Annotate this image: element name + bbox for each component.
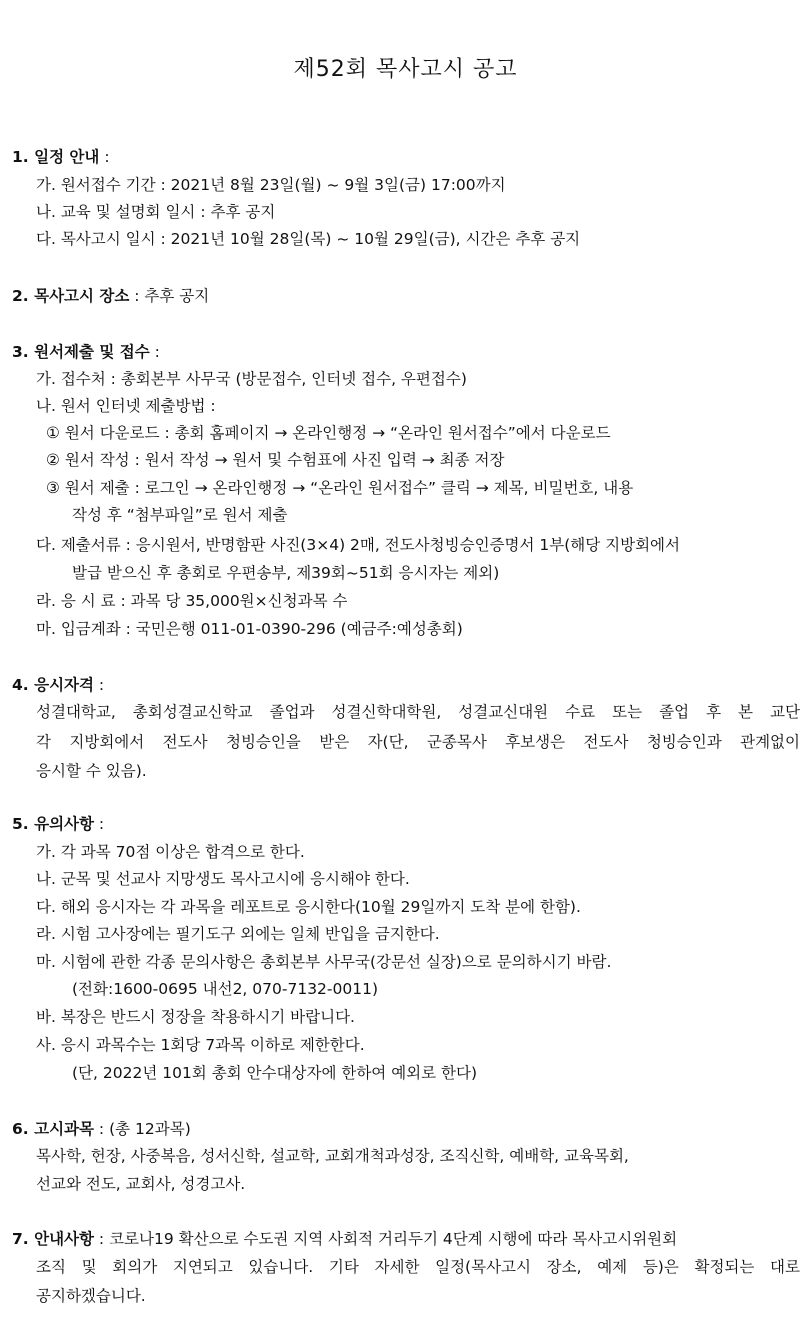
- section-suffix: :: [99, 148, 110, 166]
- section-suffix: :: [94, 815, 105, 833]
- list-item: 마. 시험에 관한 각종 문의사항은 총회본부 사무국(강문선 실장)으로 문의하시기 바람.: [36, 953, 612, 971]
- list-item: 마. 입금계좌 : 국민은행 011-01-0390-296 (예금주:예성총회): [36, 620, 463, 638]
- paragraph-line: 조직 및 회의가 지연되고 있습니다. 기타 자세한 일정(목사고시 장소, 예제 등)은 확정되는 대로: [36, 1258, 800, 1276]
- section-title: 목사고시 장소: [34, 287, 130, 305]
- list-item: 가. 원서접수 기간 : 2021년 8월 23일(월) ~ 9월 3일(금) 17:00까지: [36, 176, 506, 194]
- section-1-heading: [12, 145, 110, 169]
- list-item: ① 원서 다운로드 : 총회 홈페이지 → 온라인행정 → “온라인 원서접수”에서 다운로드: [46, 424, 611, 442]
- list-item: (단, 2022년 101회 총회 안수대상자에 한하여 예외로 한다): [72, 1064, 478, 1082]
- list-item: 다. 제출서류 : 응시원서, 반명함판 사진(3×4) 2매, 전도사청빙승인증명서 1부(해당 지방회에서: [36, 536, 681, 554]
- section-title: 일정 안내: [34, 148, 100, 166]
- section-number: 7.: [12, 1230, 29, 1248]
- paragraph-line: 성결대학교, 총회성결교신학교 졸업과 성결신학대학원, 성결교신대원 수료 또는 졸업 후 본 교단: [36, 703, 800, 721]
- section-number: 4.: [12, 676, 29, 694]
- list-item: 다. 목사고시 일시 : 2021년 10월 28일(목) ~ 10월 29일(금), 시간은 추후 공지: [36, 230, 581, 248]
- list-item: 바. 복장은 반드시 정장을 착용하시기 바랍니다.: [36, 1008, 355, 1026]
- section-suffix: :: [94, 676, 105, 694]
- list-item: 다. 해외 응시자는 각 과목을 레포트로 응시한다(10월 29일까지 도착 분에 한함).: [36, 898, 581, 916]
- list-item: (전화:1600-0695 내선2, 070-7132-0011): [72, 980, 379, 998]
- section-title: 고시과목: [34, 1120, 94, 1138]
- list-item: 발급 받으신 후 총회로 우편송부, 제39회~51회 응시자는 제외): [72, 564, 500, 582]
- list-item: 작성 후 “첨부파일”로 원서 제출: [72, 506, 288, 524]
- list-item: ② 원서 작성 : 원서 작성 → 원서 및 수험표에 사진 입력 → 최종 저장: [46, 451, 505, 469]
- list-item: 나. 원서 인터넷 제출방법 :: [36, 397, 216, 415]
- list-item: 라. 응 시 료 : 과목 당 35,000원×신청과목 수: [36, 592, 348, 610]
- section-number: 3.: [12, 343, 29, 361]
- section-title: 원서제출 및 접수: [34, 343, 150, 361]
- page-title: 제52회 목사고시 공고: [293, 57, 518, 82]
- list-item: 나. 교육 및 설명회 일시 : 추후 공지: [36, 203, 276, 221]
- section-suffix: : (총 12과목): [94, 1120, 191, 1138]
- list-item: 가. 접수처 : 총회본부 사무국 (방문접수, 인터넷 접수, 우편접수): [36, 370, 467, 388]
- section-7-heading: [12, 1227, 677, 1251]
- paragraph-line: 목사학, 헌장, 사중복음, 성서신학, 설교학, 교회개척과성장, 조직신학, 예배학, 교육목회,: [36, 1147, 629, 1165]
- section-number: 5.: [12, 815, 29, 833]
- section-2-heading: [12, 284, 209, 308]
- section-suffix: :: [149, 343, 160, 361]
- section-title: 유의사항: [34, 815, 94, 833]
- section-suffix: : 추후 공지: [129, 287, 210, 305]
- section-4-heading: [12, 673, 104, 697]
- paragraph-line: 선교와 전도, 교회사, 성경고사.: [36, 1175, 246, 1193]
- section-3-heading: [12, 340, 160, 364]
- list-item: 라. 시험 고사장에는 필기도구 외에는 일체 반입을 금지한다.: [36, 925, 440, 943]
- section-number: 2.: [12, 287, 29, 305]
- section-title: 응시자격: [34, 676, 94, 694]
- list-item: 사. 응시 과목수는 1회당 7과목 이하로 제한한다.: [36, 1036, 365, 1054]
- list-item: ③ 원서 제출 : 로그인 → 온라인행정 → “온라인 원서접수” 클릭 → 제목, 비밀번호, 내용: [46, 479, 634, 497]
- section-6-heading: [12, 1117, 191, 1141]
- paragraph-line: 응시할 수 있음).: [36, 762, 147, 780]
- section-number: 6.: [12, 1120, 29, 1138]
- section-5-heading: [12, 812, 104, 836]
- list-item: 나. 군목 및 선교사 지망생도 목사고시에 응시해야 한다.: [36, 870, 410, 888]
- paragraph-line: 공지하겠습니다.: [36, 1287, 146, 1305]
- section-number: 1.: [12, 148, 29, 166]
- section-suffix: : 코로나19 확산으로 수도권 지역 사회적 거리두기 4단계 시행에 따라 목사고시위원회: [94, 1230, 678, 1248]
- paragraph-line: 각 지방회에서 전도사 청빙승인을 받은 자(단, 군종목사 후보생은 전도사 청빙승인과 관계없이: [36, 733, 800, 751]
- section-title: 안내사항: [34, 1230, 94, 1248]
- list-item: 가. 각 과목 70점 이상은 합격으로 한다.: [36, 843, 305, 861]
